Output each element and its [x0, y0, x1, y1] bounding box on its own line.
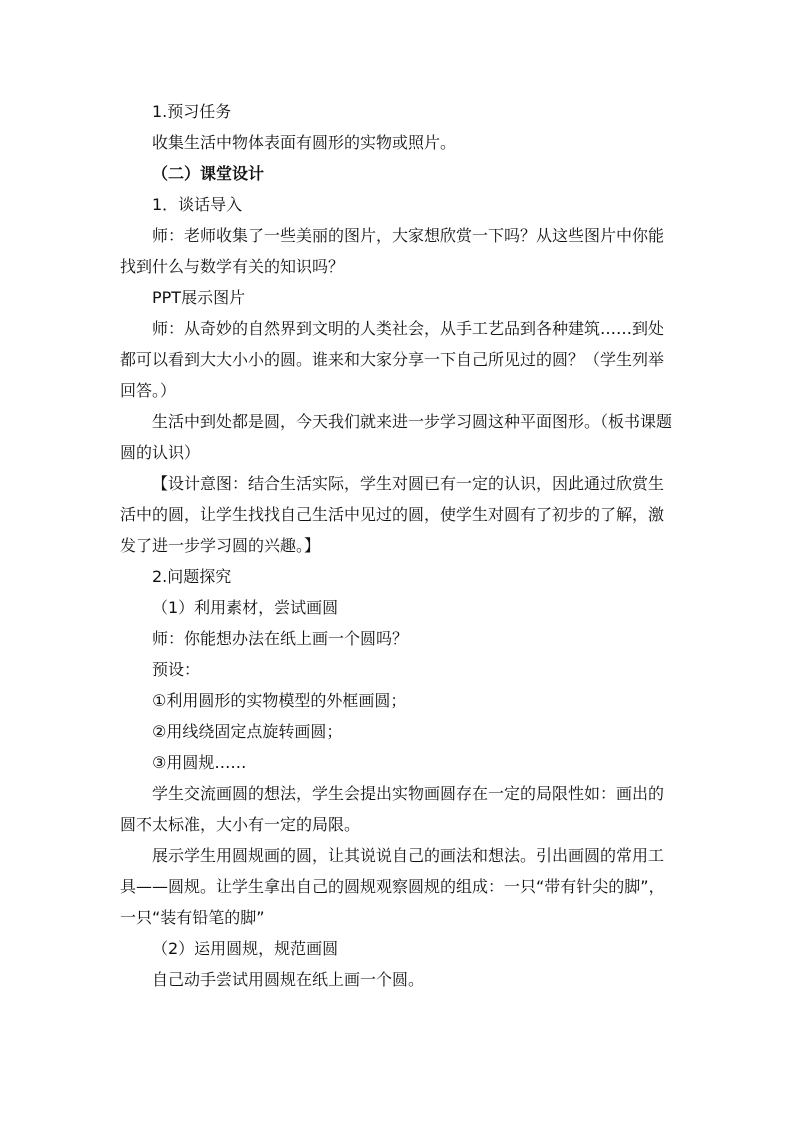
paragraph-life-circles: 生活中到处都是圆，今天我们就来进一步学习圆这种平面图形。（板书课题圆的认识）	[120, 412, 673, 462]
document-body	[120, 96, 675, 995]
paragraph-preset-1: ①利用圆形的实物模型的外框画圆；	[152, 691, 407, 710]
paragraph-compass-intro: 展示学生用圆规画的圆，让其说说自己的画法和想法。引出画圆的常用工具——圆规。让学生拿出自己的圆规观察圆规的组成：一只“带有针尖的脚”，一只“装有铅笔的脚”	[120, 846, 665, 927]
paragraph-ppt: PPT展示图片	[152, 288, 246, 307]
paragraph-intro-heading: 1．谈话导入	[152, 195, 243, 214]
paragraph-teacher-circles: 师：从奇妙的自然界到文明的人类社会，从手工艺品到各种建筑……到处都可以看到大大小小的圆。谁来和大家分享一下自己所见过的圆？（学生列举回答。）	[120, 319, 665, 400]
paragraph-preset-2: ②用线绕固定点旋转画圆；	[152, 722, 343, 741]
paragraph-preset: 预设：	[152, 660, 201, 679]
paragraph-design-intent: 【设计意图：结合生活实际，学生对圆已有一定的认识，因此通过欣赏生活中的圆，让学生找找自己生活中见过的圆，使学生对圆有了初步的了解，激发了进一步学习圆的兴趣。】	[120, 474, 665, 555]
paragraph-preview-task: 收集生活中物体表面有圆形的实物或照片。	[152, 133, 457, 152]
paragraph-teacher-draw: 师：你能想办法在纸上画一个圆吗？	[152, 629, 409, 648]
paragraph-problem-heading: 2.问题探究	[152, 567, 232, 586]
paragraph-sub-heading-2: （2）运用圆规，规范画圆	[152, 939, 339, 958]
section-heading-classroom-design: （二）课堂设计	[152, 164, 265, 183]
paragraph-student-exchange: 学生交流画圆的想法，学生会提出实物画圆存在一定的局限性如：画出的圆不太标准，大小有一定的局限。	[120, 784, 665, 834]
paragraph-preview-task-heading: 1.预习任务	[152, 102, 232, 121]
paragraph-self-draw: 自己动手尝试用圆规在纸上画一个圆。	[152, 970, 425, 989]
paragraph-sub-heading-1: （1）利用素材，尝试画圆	[152, 598, 339, 617]
paragraph-teacher-question: 师：老师收集了一些美丽的图片，大家想欣赏一下吗？从这些图片中你能找到什么与数学有关的知识吗？	[120, 226, 665, 276]
paragraph-preset-3: ③用圆规……	[152, 753, 247, 772]
